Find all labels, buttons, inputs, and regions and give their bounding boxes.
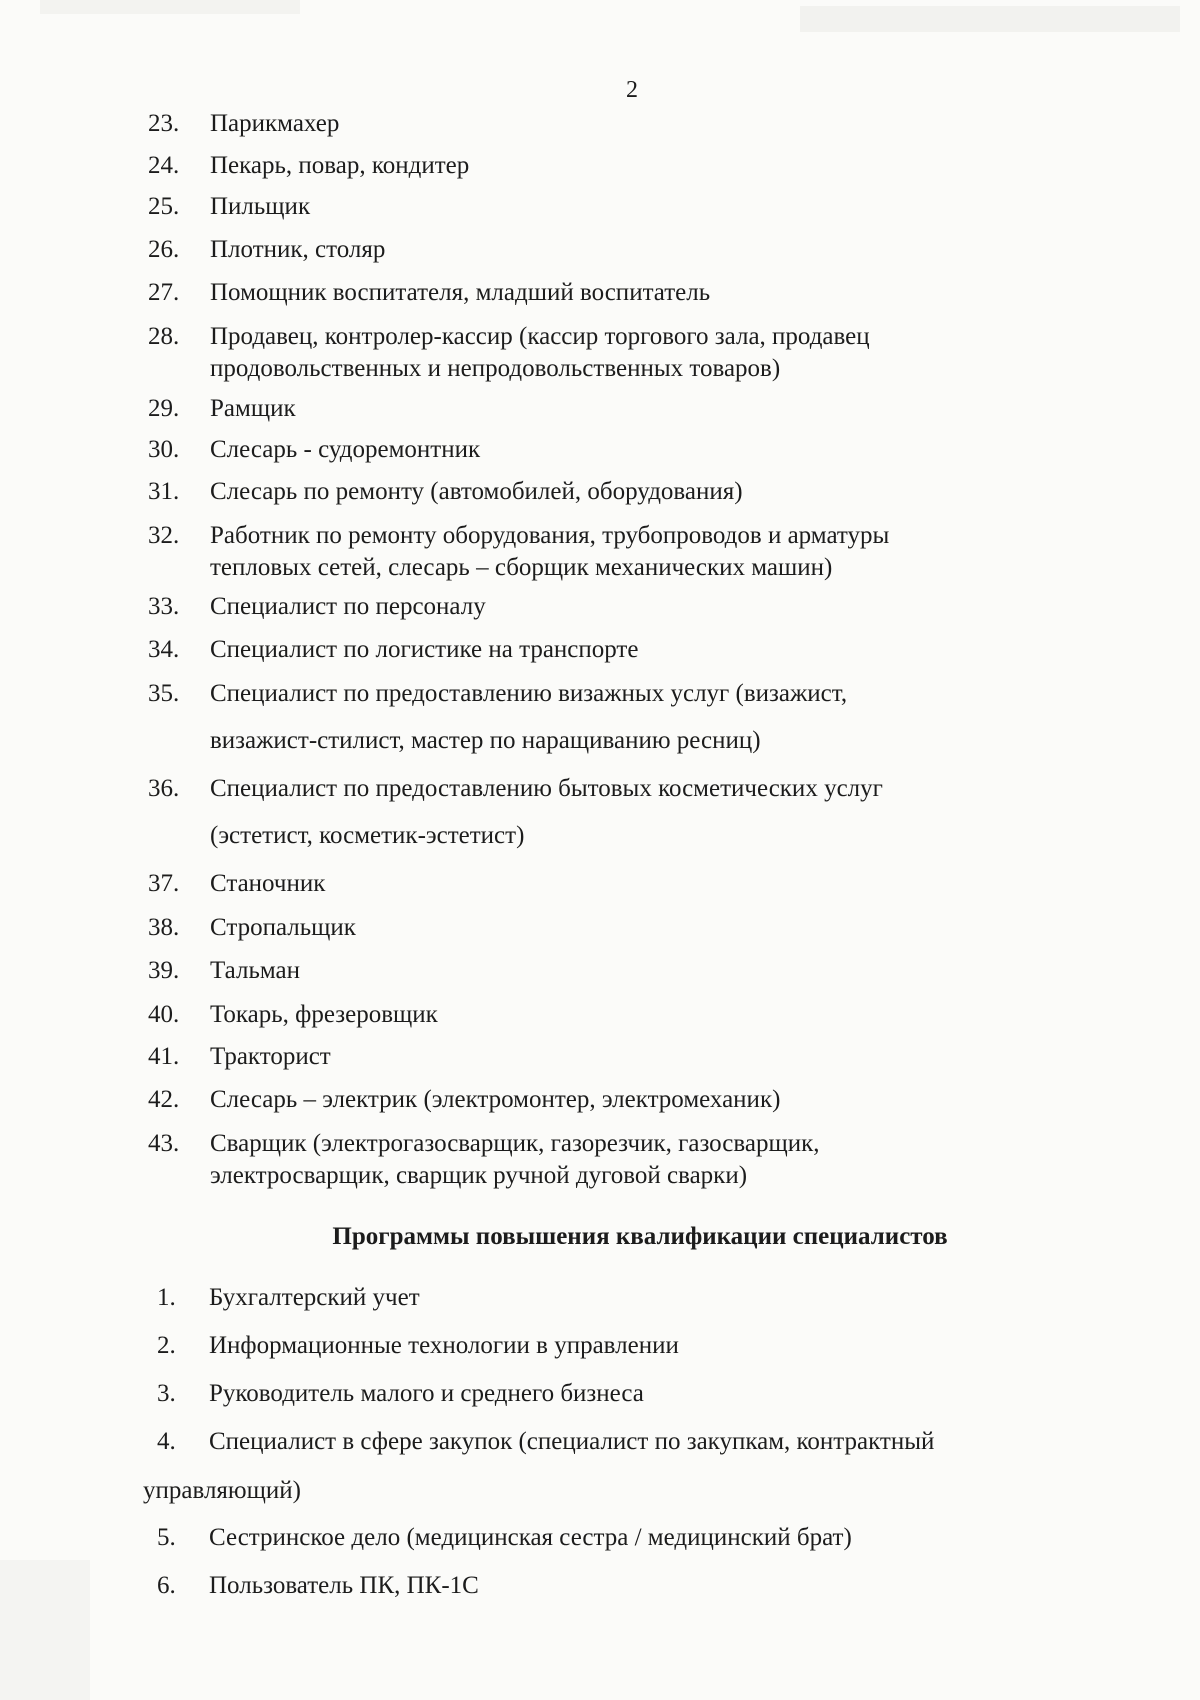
item-number: 36.: [148, 775, 180, 802]
item-text: Бухгалтерский учет: [209, 1284, 420, 1311]
item-number: 29.: [148, 395, 180, 422]
item-text: Специалист по предоставлению бытовых косметических услуг (эстетист, косметик-эстетист): [210, 775, 883, 849]
item-number: 33.: [148, 593, 180, 620]
list-item: [148, 393, 1048, 425]
item-text: Пильщик: [210, 193, 311, 220]
item-text: Парикмахер: [210, 110, 340, 137]
program-item: [157, 1570, 1057, 1602]
list-item: [148, 670, 1048, 764]
item-text: Токарь, фрезеровщик: [210, 1001, 438, 1028]
list-item: [148, 520, 1048, 584]
item-number: 31.: [148, 478, 180, 505]
item-number: 41.: [148, 1043, 180, 1070]
list-item: [148, 999, 1048, 1031]
item-text: Тракторист: [210, 1043, 331, 1070]
item-number: 34.: [148, 636, 180, 663]
item-text: Тальман: [210, 957, 300, 984]
item-number: 26.: [148, 236, 180, 263]
list-item: [148, 150, 1048, 182]
item-text: Станочник: [210, 870, 326, 897]
item-text: Помощник воспитателя, младший воспитатель: [210, 279, 711, 306]
list-item: [148, 108, 1048, 140]
item-text: Пекарь, повар, кондитер: [210, 152, 470, 179]
item-number: 25.: [148, 193, 180, 220]
item-number: 35.: [148, 680, 180, 707]
item-number: 6.: [157, 1572, 176, 1599]
item-number: 32.: [148, 522, 180, 549]
list-item: [148, 912, 1048, 944]
item-number: 27.: [148, 279, 180, 306]
item-number: 1.: [157, 1284, 176, 1311]
item-text: Рамщик: [210, 395, 296, 422]
list-item: [148, 634, 1048, 666]
list-item: [148, 1128, 1048, 1192]
scan-noise-bottom-left: [0, 1560, 90, 1700]
item-number: 4.: [157, 1428, 176, 1455]
page-number: 2: [626, 77, 638, 103]
item-text: Руководитель малого и среднего бизнеса: [209, 1380, 644, 1407]
item-number: 28.: [148, 323, 180, 350]
item-number: 3.: [157, 1380, 176, 1407]
item-number: 39.: [148, 957, 180, 984]
program-item: [157, 1282, 1057, 1314]
item-text: Специалист по персоналу: [210, 593, 486, 620]
program-item: [157, 1522, 1057, 1554]
program-item: [157, 1426, 1057, 1458]
program-item: [157, 1378, 1057, 1410]
item-text: Работник по ремонту оборудования, трубопроводов и арматуры тепловых сетей, слесарь – сборщик механических машин): [210, 522, 890, 581]
section-heading: Программы повышения квалификации специалистов: [332, 1223, 948, 1250]
list-item: [148, 191, 1048, 223]
item-number: 43.: [148, 1130, 180, 1157]
item-number: 24.: [148, 152, 180, 179]
item-number: 38.: [148, 914, 180, 941]
item-text: Информационные технологии в управлении: [209, 1332, 679, 1359]
list-item: [148, 234, 1048, 266]
list-item: [148, 1084, 1048, 1116]
item-text: Специалист по предоставлению визажных услуг (визажист, визажист-стилист, мастер по наращиванию ресниц): [210, 680, 848, 754]
item-text: Слесарь по ремонту (автомобилей, оборудования): [210, 478, 743, 505]
list-item: [148, 868, 1048, 900]
item-text: Сестринское дело (медицинская сестра / медицинский брат): [209, 1524, 852, 1551]
item-text: Стропальщик: [210, 914, 356, 941]
list-item: [148, 955, 1048, 987]
list-item: [148, 591, 1048, 623]
item-text: Специалист по логистике на транспорте: [210, 636, 639, 663]
item-number: 42.: [148, 1086, 180, 1113]
item-text: Сварщик (электрогазосварщик, газорезчик, газосварщик, электросварщик, сварщик ручной дуговой сварки): [210, 1130, 820, 1189]
program-item: [157, 1330, 1057, 1362]
item-text: Продавец, контролер-кассир (кассир торгового зала, продавец продовольственных и непродовольственных товаров): [210, 323, 870, 382]
item-text: Слесарь – электрик (электромонтер, электромеханик): [210, 1086, 781, 1113]
list-item: [148, 434, 1048, 466]
program-item-continuation: управляющий): [143, 1477, 301, 1504]
item-number: 40.: [148, 1001, 180, 1028]
item-text: Слесарь - судоремонтник: [210, 436, 481, 463]
item-number: 23.: [148, 110, 180, 137]
item-text: Пользователь ПК, ПК-1С: [209, 1572, 479, 1599]
list-item: [148, 765, 1048, 859]
list-item: [148, 1041, 1048, 1073]
item-number: 30.: [148, 436, 180, 463]
list-item: [148, 476, 1048, 508]
item-number: 37.: [148, 870, 180, 897]
item-text: Специалист в сфере закупок (специалист по закупкам, контрактный: [209, 1428, 935, 1455]
scan-noise-top-right: [800, 0, 1180, 50]
item-number: 5.: [157, 1524, 176, 1551]
list-item: [148, 277, 1048, 309]
list-item: [148, 321, 1048, 385]
item-text: Плотник, столяр: [210, 236, 386, 263]
scan-noise-top-left: [40, 0, 300, 40]
item-number: 2.: [157, 1332, 176, 1359]
